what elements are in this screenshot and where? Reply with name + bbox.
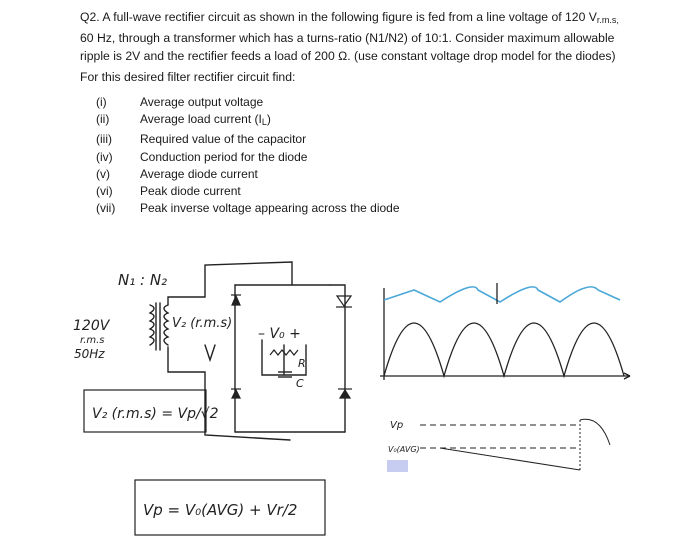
highlight-mark — [387, 460, 408, 472]
capacitor-label: C — [296, 377, 304, 390]
source-frequency-label: 50Hz — [74, 347, 105, 361]
turns-label: N₁ : N₂ — [118, 271, 168, 289]
task-item: (ii) Average load current $(I_L)$ — [96, 112, 271, 128]
question-line-1: Q2. A full-wave rectifier circuit as shown in the following figure is fed from a line voltage of 120 $V_{r.m.s,}$ — [80, 10, 619, 25]
svg-text:V₂ (r.m.s) = Vp/√2: V₂ (r.m.s) = Vp/√2 — [92, 406, 219, 422]
equation-box-1 — [84, 390, 219, 432]
transformer-primary — [150, 305, 154, 345]
task-item: (v) Average diode current — [96, 166, 258, 181]
task-item: (iii) Required value of the capacitor — [96, 132, 307, 147]
equation-box-2 — [135, 480, 325, 535]
vo-label: – V₀ + — [258, 326, 301, 342]
question-line-3: ripple is 2V and the rectifier feeds a load of 200 Ω. (use constant voltage drop model for the diodes) — [80, 49, 616, 63]
diode-d4 — [338, 389, 352, 398]
rectified-waveform-graph — [380, 283, 630, 380]
resistor-label: R — [298, 357, 306, 370]
diode-d2 — [231, 389, 241, 398]
diode-d1 — [231, 295, 241, 305]
task-item: (vii) Peak inverse voltage appearing across the diode — [96, 201, 400, 216]
svg-text:Vp = V₀(AVG) + Vr/2: Vp = V₀(AVG) + Vr/2 — [143, 501, 298, 519]
vp-label: Vp — [390, 420, 404, 431]
transformer-secondary — [164, 305, 168, 345]
diode-d3 — [336, 296, 352, 307]
task-item: (vi) Peak diode current — [96, 184, 241, 199]
question-line-2: 60 Hz, through a transformer which has a turns-ratio (N1/N2) of 10:1. Consider maximum allowable — [80, 31, 615, 45]
vo-avg-label: V₀(AVG) — [388, 445, 420, 454]
v2-label: V₂ (r.m.s) — [172, 316, 233, 331]
prompt-text: For this desired filter rectifier circuit find: — [80, 70, 296, 84]
task-item: (iv) Conduction period for the diode — [96, 149, 308, 164]
source-voltage-label: 120V — [73, 318, 110, 334]
ripple-detail-sketch — [420, 419, 610, 470]
task-item: (i) Average output voltage — [96, 95, 264, 109]
source-rms-label: r.m.s — [80, 335, 105, 346]
